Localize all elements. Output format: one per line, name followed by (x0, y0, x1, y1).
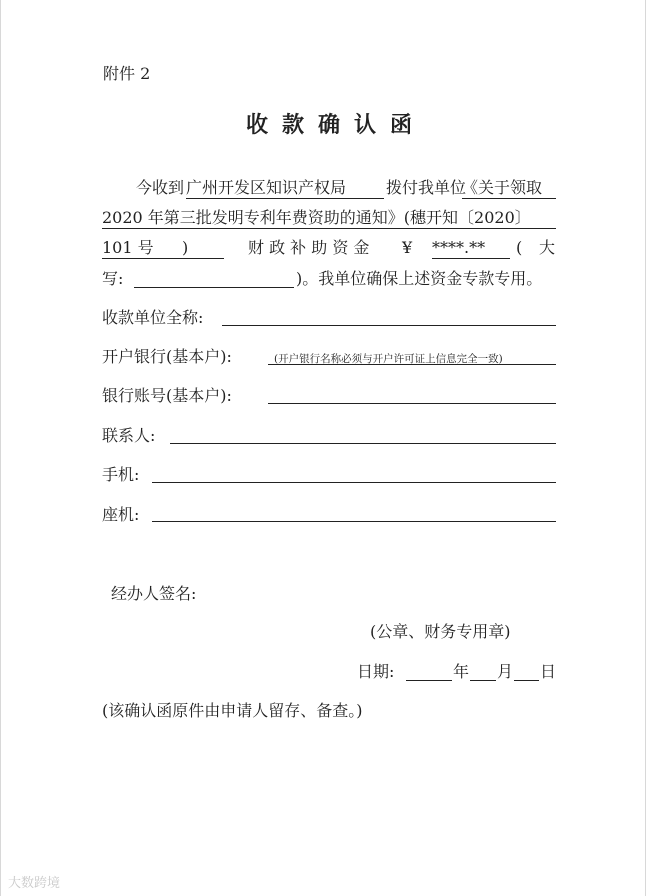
payer-name: 广州开发区知识产权局 (186, 178, 384, 199)
landline-field[interactable] (152, 521, 556, 522)
notice-title-cont: 2020 年第三批发明专利年费资助的通知》(穗开知〔2020〕 (102, 208, 556, 229)
notice-close: ) (182, 238, 224, 259)
watermark: 大数跨境 (8, 876, 61, 891)
landline-label: 座机: (102, 505, 140, 524)
amount-value: ****.** (432, 238, 510, 259)
signer-label: 经办人签名: (111, 584, 197, 603)
fund-label: 财 政 补 助 资 金 (248, 238, 370, 257)
intro-text: 今收到 (136, 178, 185, 197)
month-field[interactable] (470, 680, 496, 681)
attachment-label: 附件 2 (103, 64, 151, 83)
payee-name-field[interactable] (222, 325, 556, 326)
intro-mid-text: 拨付我单位 (386, 178, 467, 197)
mobile-label: 手机: (102, 465, 140, 484)
bank-field[interactable] (268, 364, 556, 365)
closing-text: )。我单位确保上述资金专款专用。 (296, 269, 543, 288)
seal-note: (公章、财务专用章) (370, 622, 511, 641)
year-label: 年 (453, 662, 470, 681)
notice-number: 101 号 (102, 238, 182, 259)
bank-hint: (开户银行名称必须与开户许可证上信息完全一致) (274, 353, 503, 365)
contact-field[interactable] (170, 443, 556, 444)
daxie-label: 写: (102, 269, 124, 288)
year-field[interactable] (406, 680, 452, 681)
day-label: 日 (540, 662, 557, 681)
retention-note: (该确认函原件由申请人留存、备查。) (102, 701, 363, 720)
mobile-field[interactable] (152, 482, 556, 483)
amount-in-words-field[interactable] (134, 287, 294, 288)
page-left-edge (0, 0, 1, 896)
page-right-edge (645, 0, 646, 896)
contact-label: 联系人: (102, 426, 156, 445)
date-label: 日期: (357, 662, 395, 681)
account-label: 银行账号(基本户): (102, 386, 232, 405)
account-field[interactable] (268, 403, 556, 404)
bank-label: 开户银行(基本户): (102, 347, 232, 366)
month-label: 月 (497, 662, 514, 681)
currency-symbol: ¥ (402, 238, 413, 257)
page-title: 收款确认函 (246, 112, 427, 138)
paren-open: ( (516, 238, 523, 257)
day-field[interactable] (514, 680, 539, 681)
daxie-char: 大 (539, 238, 556, 257)
notice-title-start: 《关于领取 (462, 178, 556, 199)
payee-name-label: 收款单位全称: (102, 308, 204, 327)
